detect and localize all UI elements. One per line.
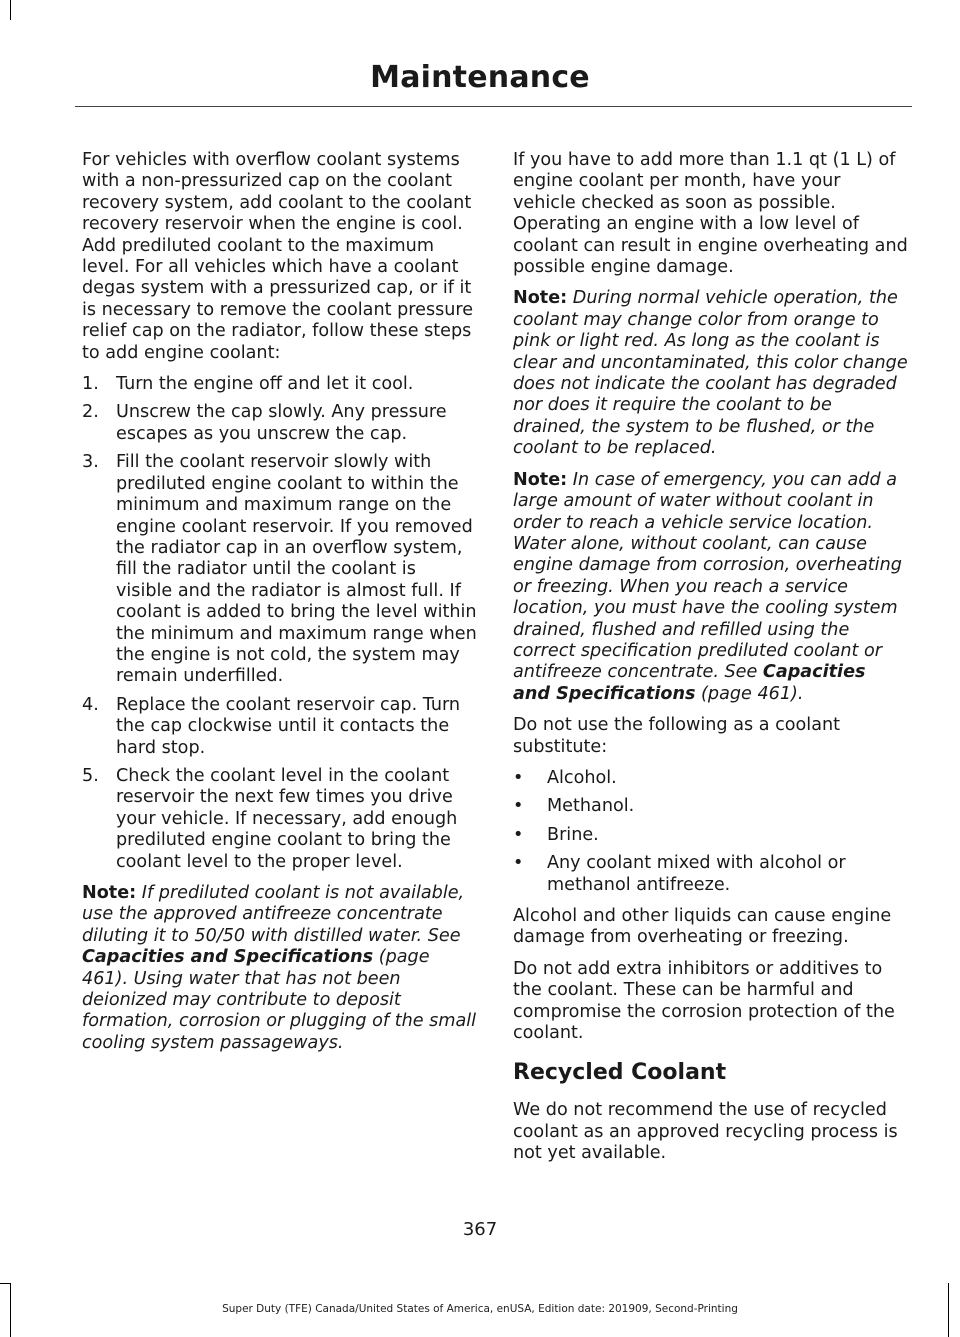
page-title: Maintenance: [370, 60, 590, 95]
step-number: 5.: [82, 765, 99, 786]
header-rule: [75, 106, 912, 107]
step-text: Turn the engine off and let it cool.: [116, 374, 414, 395]
note-color-change: [513, 288, 908, 459]
steps-list: [82, 374, 477, 873]
bullet-icon: •: [513, 796, 524, 817]
bullet-icon: •: [513, 767, 524, 788]
page-number: 367: [462, 1219, 498, 1240]
list-item: [513, 796, 908, 817]
note-label: Note:: [82, 883, 137, 903]
list-item: [82, 402, 477, 445]
list-item: [513, 825, 908, 846]
step-number: 2.: [82, 402, 99, 423]
list-item: [513, 768, 908, 789]
section-heading-recycled: Recycled Coolant: [513, 1060, 727, 1086]
left-column: [82, 150, 477, 1064]
step-number: 4.: [82, 694, 99, 715]
bullet-icon: •: [513, 824, 524, 845]
note-text: If prediluted coolant is not available, use the approved antifreeze concentrate diluting it to 50/50 with distilled water. See: [82, 883, 465, 946]
step-text: Replace the coolant reservoir cap. Turn the cap clockwise until it contacts the hard stop.: [116, 694, 461, 758]
step-text: Check the coolant level in the coolant reservoir the next few times you drive your vehicle. If necessary, add enough prediluted engine coolant to bring the coolant level to the proper level.: [116, 765, 458, 872]
intro-paragraph: For vehicles with overflow coolant systems with a non-pressurized cap on the coolant recovery system, add coolant to the coolant recovery reservoir when the engine is cool. Add prediluted coolant to the maximum level. For all vehicles which have a coolant degas system with a pressurized cap, or if it is necessary to remove the coolant pressure relief cap on the radiator, follow these steps to add engine coolant:: [82, 150, 474, 363]
step-text: Fill the coolant reservoir slowly with prediluted engine coolant to within the minimum and maximum range on the engine coolant reservoir. If you removed the radiator cap in an overflow system, fill the radiator until the coolant is visible and the radiator is almost full. If coolant is added to bring the level within the minimum and maximum range when the engine is not cold, the system may remain underfilled.: [116, 452, 477, 687]
note-text: During normal vehicle operation, the coolant may change color from orange to pink or light red. As long as the coolant is clear and uncontaminated, this color change does not indicate the coolant has degraded nor does it require the coolant to be drained, the system to be flushed, or the coolant to be replaced.: [513, 288, 908, 459]
note-text-continued: Using water that has not been deionized may contribute to deposit formation, corrosion or plugging of the small cooling system passageways.: [82, 968, 477, 1053]
substitute-intro: Do not use the following as a coolant substitute:: [513, 715, 841, 757]
bullet-text: Alcohol.: [547, 767, 617, 788]
step-number: 1.: [82, 374, 99, 395]
bullet-text: Methanol.: [547, 796, 635, 817]
footer-edition: Super Duty (TFE) Canada/United States of America, enUSA, Edition date: 201909, Second-Printing: [222, 1303, 738, 1315]
list-item: [82, 766, 477, 873]
inhibitors-paragraph: Do not add extra inhibitors or additives to the coolant. These can be harmful and compromise the corrosion protection of the coolant.: [513, 958, 895, 1044]
crop-mark-bottom-rule: [0, 1283, 10, 1284]
crop-mark-top-left: [10, 0, 11, 20]
bullet-text: Any coolant mixed with alcohol or methanol antifreeze.: [547, 853, 846, 895]
page-ref: (page 461).: [82, 947, 430, 989]
capacities-link[interactable]: Capacities and Specifications: [513, 662, 866, 704]
note-deionized: [82, 883, 477, 1054]
coolant-check-paragraph: If you have to add more than 1.1 qt (1 L) of engine coolant per month, have your vehicle checked as soon as possible. Operating an engine with a low level of coolant can result in engine overheating and possible engine damage.: [513, 150, 908, 278]
page-ref: (page 461).: [695, 683, 804, 704]
list-item: [82, 374, 477, 395]
step-text: Unscrew the cap slowly. Any pressure escapes as you unscrew the cap.: [116, 402, 447, 444]
alcohol-paragraph: Alcohol and other liquids can cause engine damage from overheating or freezing.: [513, 906, 892, 948]
bullet-text: Brine.: [547, 824, 599, 845]
step-number: 3.: [82, 452, 99, 473]
list-item: [513, 853, 908, 896]
note-emergency: [513, 470, 908, 705]
note-label: Note:: [513, 469, 568, 490]
capacities-link[interactable]: Capacities and Specifications: [82, 947, 374, 968]
list-item: [82, 695, 477, 759]
bullet-icon: •: [513, 853, 524, 874]
note-text: In case of emergency, you can add a large amount of water without coolant in order to reach a vehicle service location. Water alone, without coolant, can cause engine damage from corrosion, overheating or freezing. When you reach a service location, you must have the cooling system drained, flushed and refilled using the correct specification prediluted coolant or antifreeze concentrate. See: [513, 469, 902, 683]
list-item: [82, 452, 477, 687]
note-label: Note:: [513, 288, 568, 309]
right-column: [513, 150, 908, 1175]
substitute-list: [513, 768, 908, 896]
recycled-paragraph: We do not recommend the use of recycled coolant as an approved recycling process is not yet available.: [513, 1100, 898, 1164]
